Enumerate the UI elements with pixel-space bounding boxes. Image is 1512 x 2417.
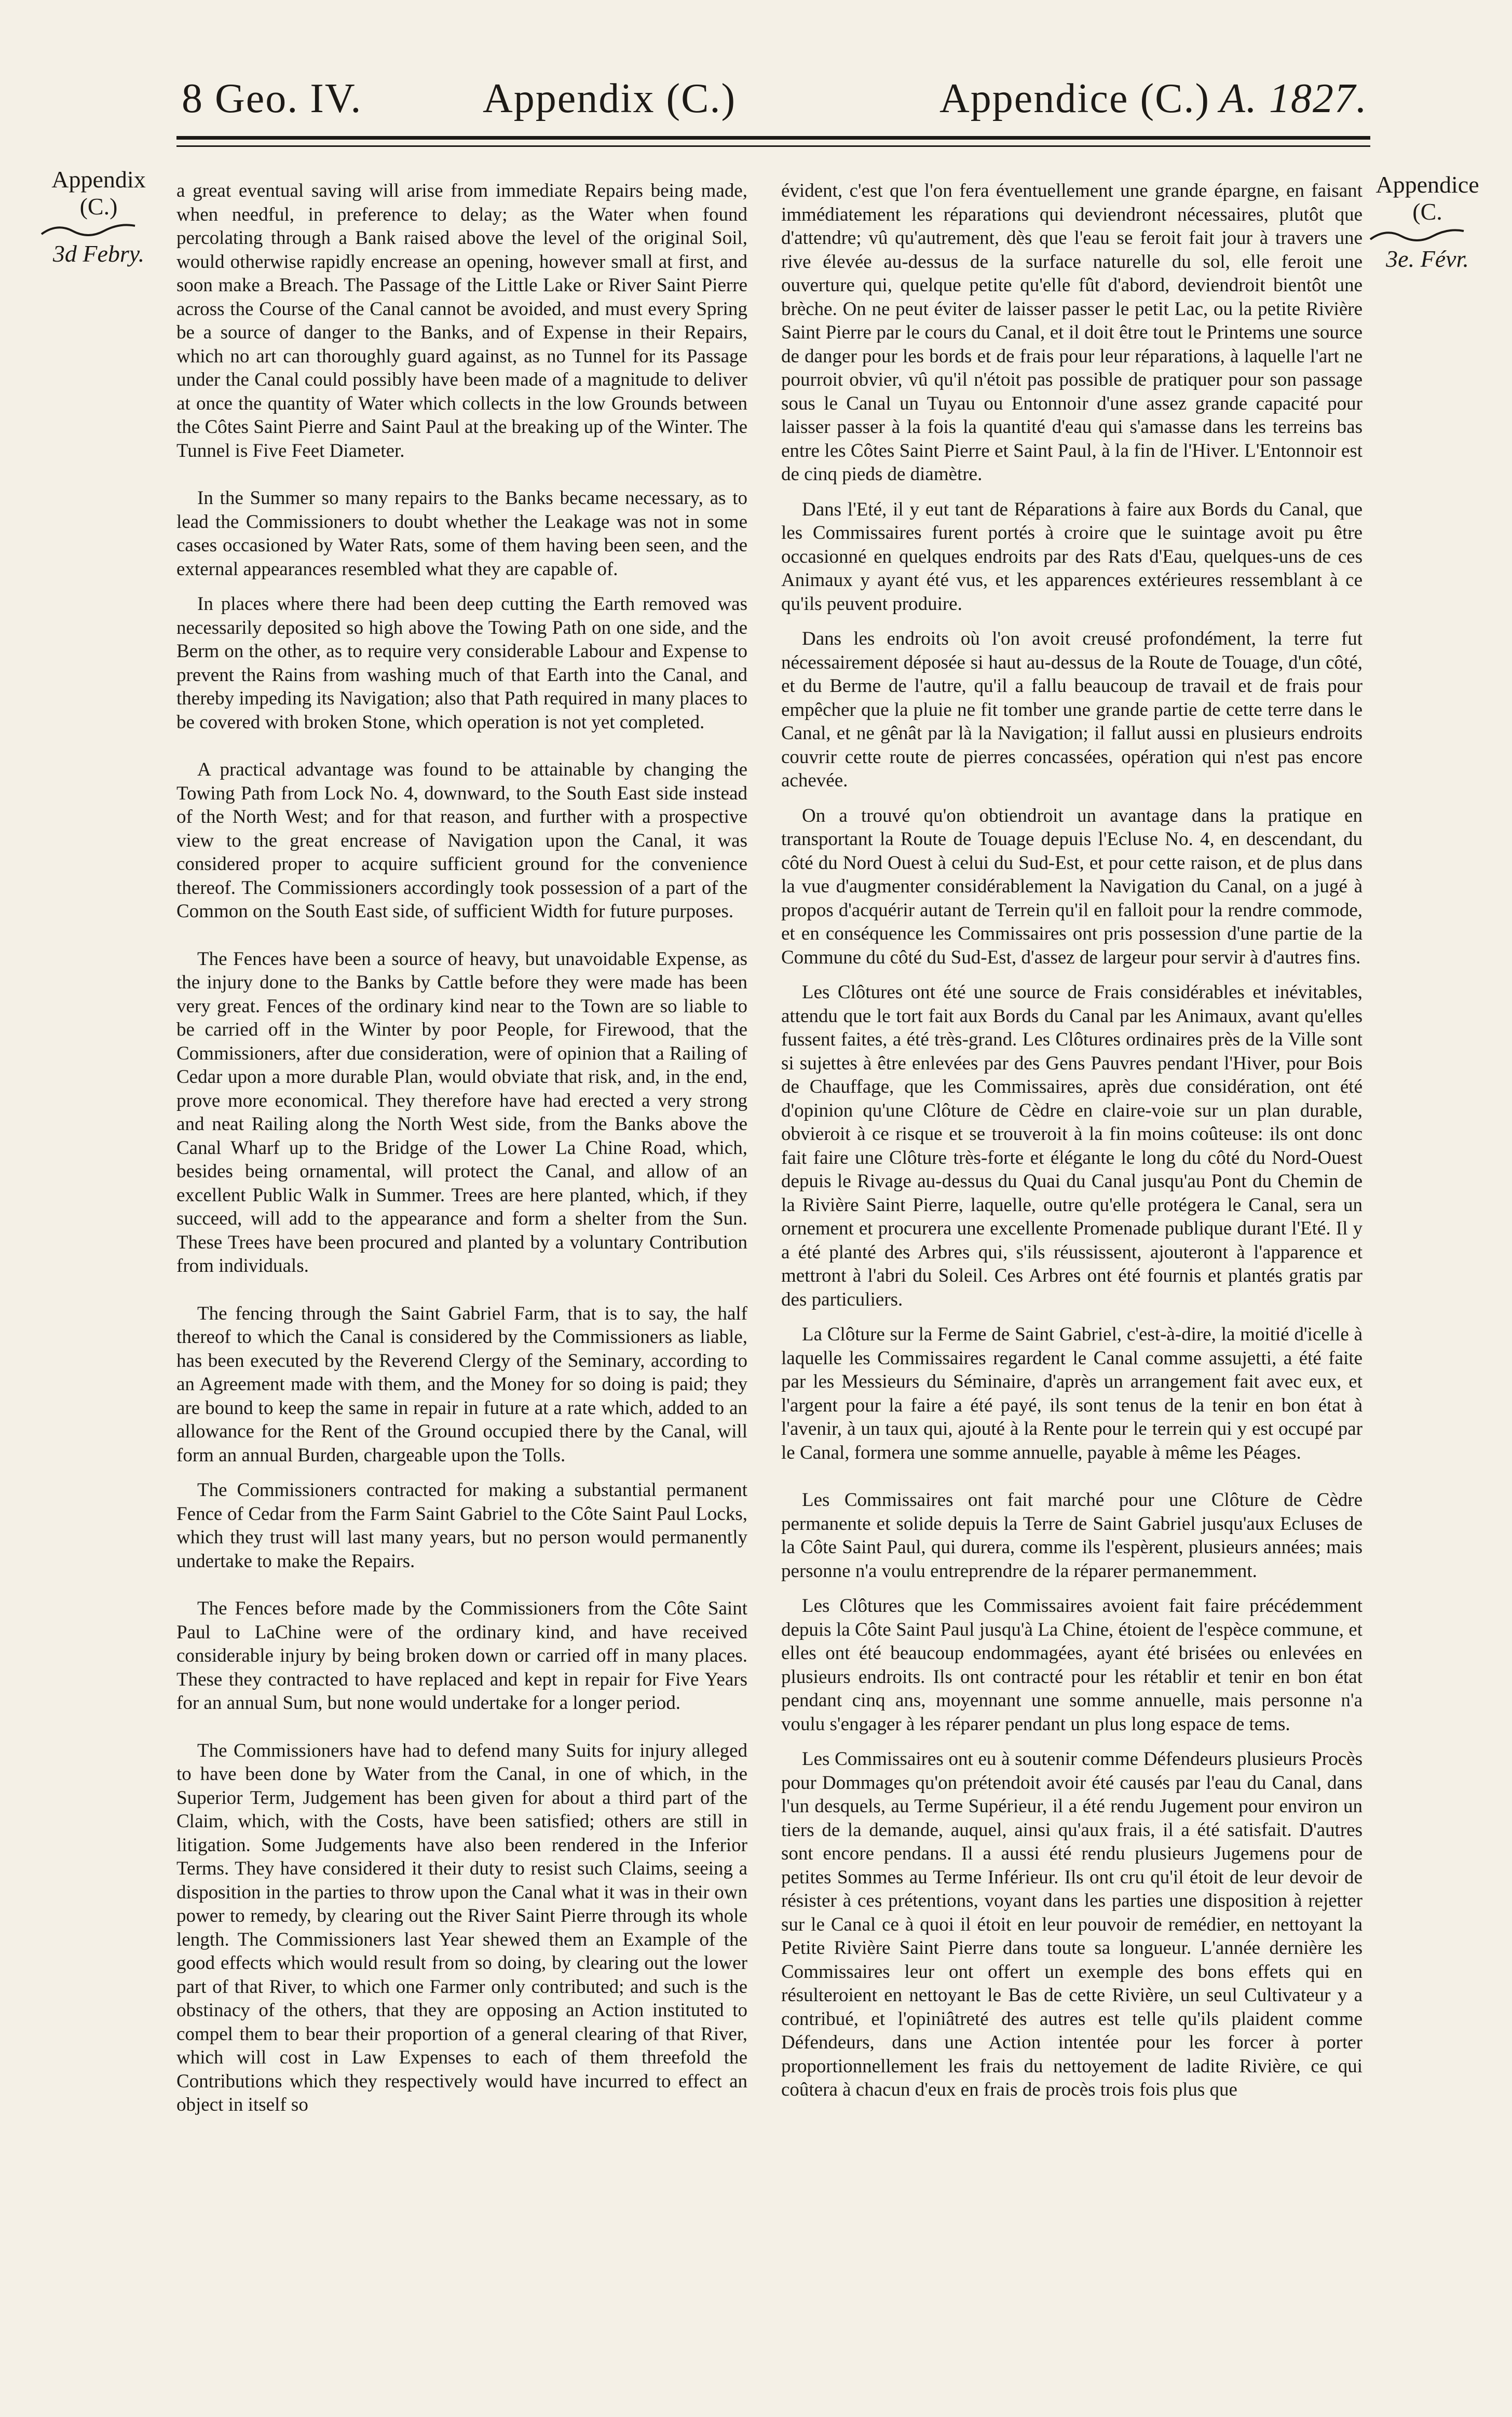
- header-regnal-year: 8 Geo. IV.: [182, 76, 362, 121]
- margin-right-line1: Appendice: [1375, 171, 1479, 198]
- fr-paragraph: On a trouvé qu'on obtiendroit un avantage dans la pratique en transportant la Route de Touage depuis l'Ecluse No. 4, en descendant, du côté du Nord Ouest à celui du Sud-Est, et pour cette raison, et de plus dans la vue d'augmenter considérablement la Navigation du Canal, on a jugé à propos d'acquérir autant de Terrein qu'il en falloit pour la rendre commode, et en conséquence les Commissaires ont pris possession d'une partie de la Commune du côté du Sud-Est, d'assez de largeur pour servir à d'autres fins.: [781, 805, 1363, 968]
- fr-paragraph: Dans l'Eté, il y eut tant de Réparations à faire aux Bords du Canal, que les Commissaires furent portés à croire que le suintage avoit pu être occasionné en quelques endroits par des Rats d'Eau, quelques-uns de ces Animaux y ayant été vus, et les apparences extérieures ressemblant à ce qu'ils peuvent produire.: [781, 498, 1363, 615]
- margin-note-left: [36, 166, 161, 267]
- fr-paragraph: Les Clôtures que les Commissaires avoient fait faire précédemment depuis la Côte Saint Paul jusqu'à La Chine, étoient de l'espèce commune, et elles ont été beaucoup endommagées, ayant été brisées ou enlevées en plusieurs endroits. Ils ont contracté pour les rétablir et tenir en bon état pendant cinq ans, moyennant une somme annuelle, mais personne n'a voulu s'engager à les réparer pendant un plus long espace de tems.: [781, 1595, 1363, 1735]
- margin-left-line1: Appendix: [51, 166, 146, 193]
- margin-right-line2: (C.: [1412, 198, 1442, 225]
- fr-paragraph: Les Commissaires ont fait marché pour une Clôture de Cèdre permanente et solide depuis la Terre de Saint Gabriel jusqu'aux Ecluses de la Côte Saint Paul, qui durera, comme ils l'espèrent, plusieurs années; mais personne n'a voulu entreprendre de la réparer permanemment.: [781, 1489, 1363, 1582]
- header-appendix-en: Appendix (C.): [483, 76, 737, 121]
- en-paragraph: The Commissioners have had to defend many Suits for injury alleged to have been done by Water from the Canal, in one of which, in the Superior Term, Judgement has been given for about a third part of the Claim, which, with the Costs, have been satisfied; others are still in litigation. Some Judgements have also been rendered in the Inferior Terms. They have considered it their duty to resist such Claims, seeing a disposition in the parties to throw upon the Canal what it was in their own power to remedy, by clearing out the River Saint Pierre through its whole length. The Commissioners last Year shewed them an Example of the good effects which would result from so doing, by clearing out the lower part of that River, to which one Farmer only contributed; and such is the obstinacy of the others, that they are opposing an Action instituted to compel them to bear their proportion of a general clearing of that River, which will cost in Law Expenses to each of them threefold the Contributions which they respectively would have incurred to effect an object in itself so: [176, 1740, 747, 2115]
- page-header: [0, 0, 1512, 171]
- margin-note-right: [1365, 171, 1490, 273]
- fr-paragraph: Les Clôtures ont été une source de Frais considérables et inévitables, attendu que le tort fait aux Bords du Canal par les Animaux, avant qu'elles fussent faites, a été très-grand. Les Clôtures ordinaires près de la Ville sont si sujettes à être enlevées par des Gens Pauvres pendant l'Hiver, pour Bois de Chauffage, que les Commissaires, après due considération, ont été d'opinion qu'une Clôture de Cèdre en claire-voie sur un plan durable, obvieroit à ce risque et se trouveroit à la fin moins coûteuse: ils ont donc fait faire une Clôture très-forte et élégante le long du côté du Nord-Ouest depuis le Rivage au-dessus du Quai du Canal jusqu'au Pont du Chemin de la Rivière Saint Pierre, laquelle, outre qu'elle protégera le Canal, sera un ornement et procurera une excellente Promenade publique durant l'Eté. Il y a été planté des Arbres qui, s'ils réussissent, ajouteront à l'apparence et mettront à l'abri du Soleil. Ces Arbres ont été fournis et plantés gratis par des particuliers.: [781, 982, 1363, 1310]
- en-paragraph: The fencing through the Saint Gabriel Farm, that is to say, the half thereof to which the Canal is considered by the Commissioners as liable, has been executed by the Reverend Clergy of the Seminary, according to an Agreement made with them, and the Money for so doing is paid; they are bound to keep the same in repair in future at a rate which, added to an allowance for the Rent of the Ground occupied there by the Canal, will form an annual Burden, chargeable upon the Tolls.: [176, 1302, 747, 1466]
- margin-left-line2: (C.): [79, 193, 118, 220]
- header-rule-thin: [176, 145, 1370, 147]
- fr-paragraph: Dans les endroits où l'on avoit creusé profondément, la terre fut nécessairement déposée si haut au-dessus de la Route de Touage, d'un côté, et du Berme de l'autre, qu'il a fallu beaucoup de travail et de frais pour empêcher que la pluie ne fit tomber une grande partie de cette terre dans le Canal, et ne gênât par là la Navigation; il fallut aussi en plusieurs endroits couvrir cette route de pierres concassées, opération qui n'est pas encore achevée.: [781, 628, 1363, 791]
- en-paragraph: The Commissioners contracted for making a substantial permanent Fence of Cedar from the Farm Saint Gabriel to the Côte Saint Paul Locks, which they trust will last many years, but no person would permanently undertake to make the Repairs.: [176, 1479, 747, 1572]
- en-paragraph: a great eventual saving will arise from immediate Repairs being made, when needful, in preference to delay; as the Water when found percolating through a Bank raised above the level of the original Soil, would otherwise rapidly encrease an opening, however small at first, and soon make a Breach. The Passage of the Little Lake or River Saint Pierre across the Course of the Canal cannot be avoided, and must every Spring be a source of danger to the Banks, and of Expense in their Repairs, which no art can thoroughly guard against, as no Tunnel for its Passage under the Canal could possibly have been made of a magnitude to deliver at once the quantity of Water which collects in the low Grounds between the Côtes Saint Pierre and Saint Paul at the breaking up of the Winter. The Tunnel is Five Feet Diameter.: [176, 180, 747, 461]
- en-paragraph: A practical advantage was found to be attainable by changing the Towing Path from Lock No. 4, downward, to the South East side instead of the North West; and for that reason, and further with a prospective view to the great encrease of Navigation upon the Canal, it was considered proper to acquire sufficient ground for the convenience thereof. The Commissioners accordingly took possession of a part of the Common on the South East side, of sufficient Width for future purposes.: [176, 759, 747, 922]
- english-column: [176, 179, 747, 2391]
- fr-paragraph: Les Commissaires ont eu à soutenir comme Défendeurs plusieurs Procès pour Dommages qu'on prétendoit avoir été causés par l'eau du Canal, dans l'un desquels, au Terme Supérieur, il a été rendu Jugement pour environ un tiers de la demande, auquel, ainsi qu'aux frais, il a été satisfait. D'autres sont encore pendans. Il a aussi été rendu plusieurs Jugemens pour de petites Sommes au Terme Inférieur. Ils ont cru qu'il étoit de leur devoir de résister à ces prétentions, voyant dans les parties une disposition à rejetter sur le Canal ce à quoi il étoit en leur pouvoir de remédier, en nettoyant la Petite Rivière Saint Pierre dans toute sa longueur. L'année dernière les Commissaires leur ont offert un exemple des bons effets qui en résulteroient en nettoyant le Bas de cette Rivière, un seul Cultivateur y a contribué, et l'opiniâtreté des autres est telle qu'ils plaident comme Défendeurs, dans une Action intentée pour les forcer à porter proportionnellement les frais du nettoyement de ladite Rivière, ce qui coûtera à chacun d'eux en frais de procès trois fois plus que: [781, 1748, 1363, 2100]
- header-rule-thick: [176, 136, 1370, 140]
- flourish-icon: [36, 220, 140, 240]
- en-paragraph: In the Summer so many repairs to the Banks became necessary, as to lead the Commissioners to doubt whether the Leakage was not in some cases occasioned by Water Rats, some of them having been seen, and the external appearances resembled what they are capable of.: [176, 487, 747, 580]
- french-column: [781, 179, 1363, 2391]
- en-paragraph: In places where there had been deep cutting the Earth removed was necessarily deposited so high above the Towing Path on one side, and the Berm on the other, as to require very considerable Labour and Expense to prevent the Rains from washing much of that Earth into the Canal, and thereby impeding its Navigation; also that Path required in many places to be covered with broken Stone, which operation is not yet completed.: [176, 593, 747, 733]
- fr-paragraph: La Clôture sur la Ferme de Saint Gabriel, c'est-à-dire, la moitié d'icelle à laquelle les Commissaires regardent le Canal comme assujetti, a été faite par les Messieurs du Séminaire, d'après un arrangement fait avec eux, et l'argent pour la faire a été payé, ils sont tenus de la tenir en bon état à l'avenir, à un taux qui, ajouté à la Rente pour le terrein qui y est occupé par le Canal, formera une somme annuelle, payable à même les Péages.: [781, 1324, 1363, 1463]
- header-year: A. 1827.: [1220, 76, 1368, 121]
- flourish-icon: [1365, 225, 1469, 246]
- margin-left-date: 3d Febry.: [52, 240, 145, 267]
- en-paragraph: The Fences have been a source of heavy, but unavoidable Expense, as the injury done to the Banks by Cattle before they were made has been very great. Fences of the ordinary kind near to the Town are so liable to be carried off in the Winter by poor People, for Firewood, that the Commissioners, after due consideration, were of opinion that a Railing of Cedar upon a more durable Plan, would obviate that risk, and, in the end, prove more economical. They therefore have had erected a very strong and neat Railing along the North West side, from the Banks above the Canal Wharf up to the Bridge of the Lower La Chine Road, which, besides being ornamental, will protect the Canal, and allow of an excellent Public Walk in Summer. Trees are here planted, which, if they succeed, will add to the appearance and form a shelter from the Sun. These Trees have been procured and planted by a voluntary Contribution from individuals.: [176, 948, 747, 1277]
- fr-paragraph: évident, c'est que l'on fera éventuellement une grande épargne, en faisant immédiatement les réparations qui deviendront nécessaires, plutôt que d'attendre; vû qu'autrement, dès que l'eau se feroit fait jour à travers une rive élevée au-dessus de la surface naturelle du sol, elle feroit une ouverture qui, quelque petite qu'elle fût d'abord, deviendroit bientôt une brèche. On ne peut éviter de laisser passer le petit Lac, ou la petite Rivière Saint Pierre par le cours du Canal, et il doit être tout le Printems une source de danger pour les bords et de frais pour leur réparations, à laquelle l'art ne pourroit obvier, vû qu'il n'étoit pas possible de pratiquer pour son passage sous le Canal un Tuyau ou Entonnoir d'une assez grande capacité pour laisser passer à la fois la quantité d'eau qui s'amasse dans les terreins bas entre les Côtes Saint Pierre et Saint Paul, à la fin de l'Hiver. L'Entonnoir est de cinq pieds de diamètre.: [781, 180, 1363, 485]
- margin-right-date: 3e. Févr.: [1386, 246, 1469, 273]
- header-appendix-fr: Appendice (C.): [939, 76, 1210, 121]
- en-paragraph: The Fences before made by the Commissioners from the Côte Saint Paul to LaChine were of the ordinary kind, and have received considerable injury by being broken down or carried off in many places. These they contracted to have replaced and kept in repair for Five Years for an annual Sum, but none would undertake for a longer period.: [176, 1598, 747, 1714]
